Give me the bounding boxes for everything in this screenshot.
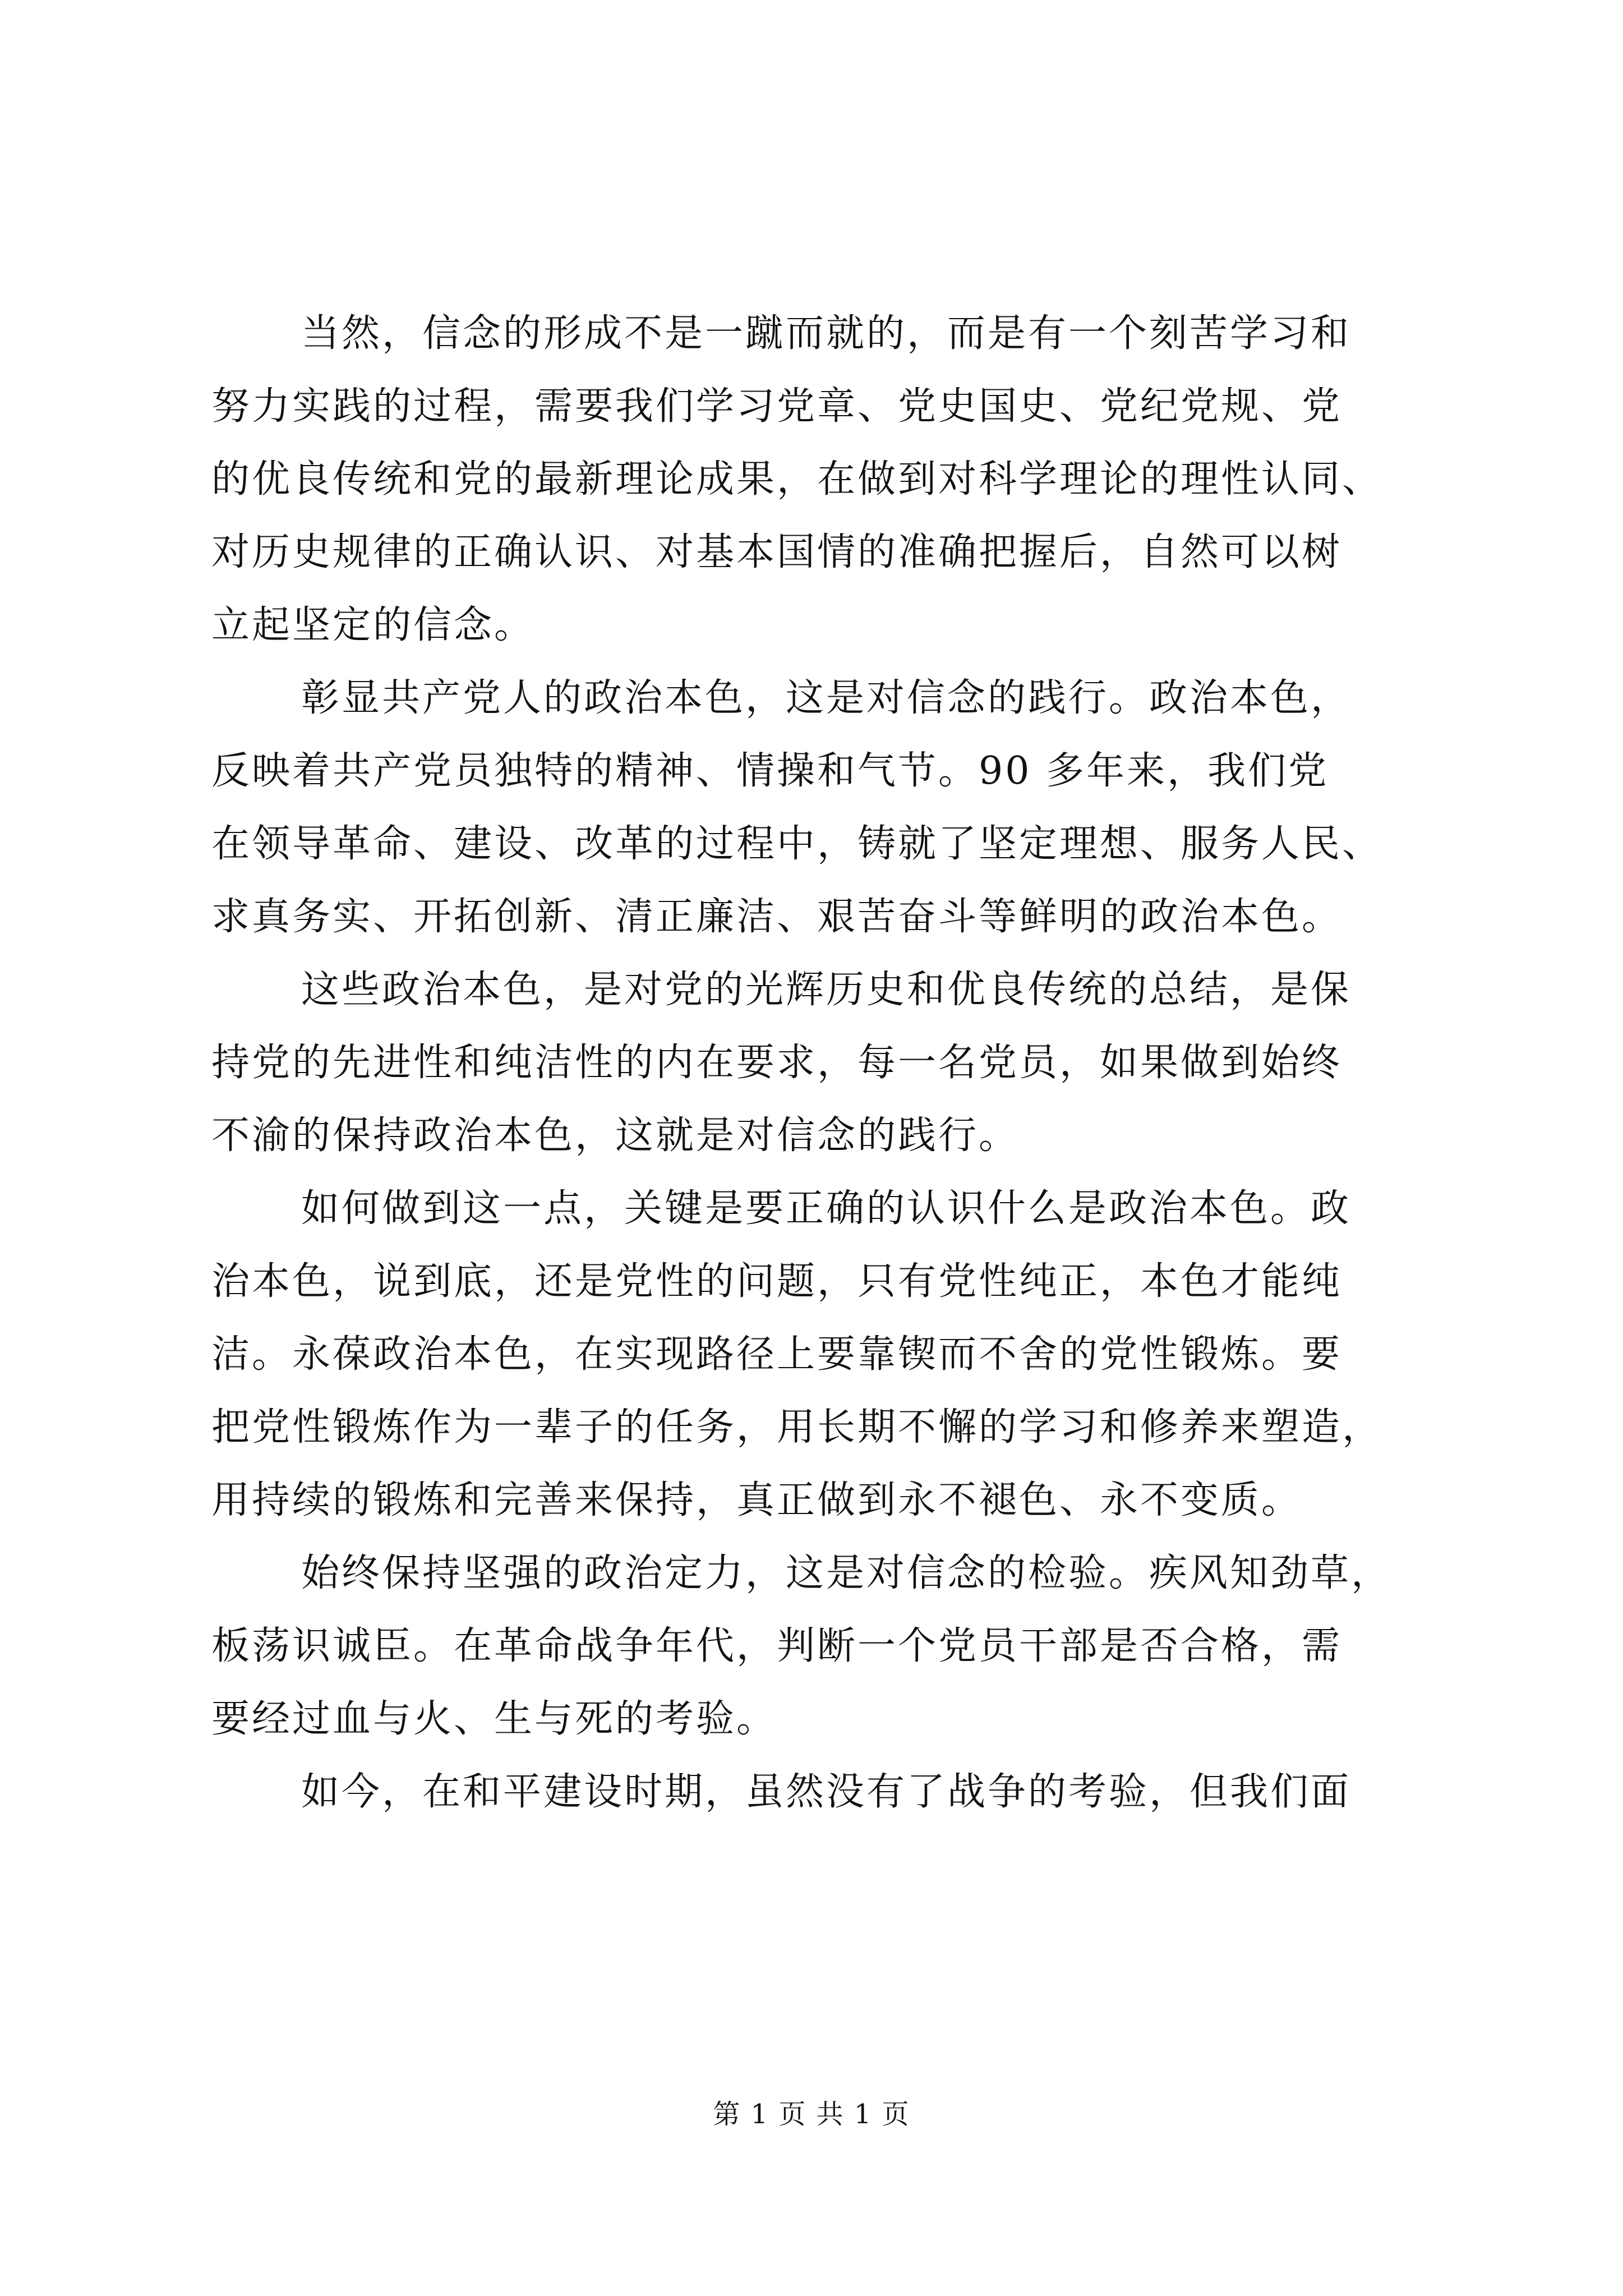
paragraph-line: 立起坚定的信念。 <box>211 603 535 647</box>
paragraph-line: 这些政治本色，是对党的光辉历史和优良传统的总结，是保 <box>301 968 1352 1012</box>
paragraph-line: 洁。永葆政治本色，在实现路径上要靠锲而不舍的党性锻炼。要 <box>211 1332 1343 1377</box>
paragraph-line: 对历史规律的正确认识、对基本国情的准确把握后，自然可以树 <box>211 530 1343 574</box>
paragraph-line: 把党性锻炼作为一辈子的任务，用长期不懈的学习和修养来塑造， <box>211 1405 1383 1450</box>
paragraph-line: 用持续的锻炼和完善来保持，真正做到永不褪色、永不变质。 <box>211 1478 1302 1522</box>
paragraph-line: 彰显共产党人的政治本色，这是对信念的践行。政治本色， <box>301 676 1352 720</box>
paragraph-line: 求真务实、开拓创新、清正廉洁、艰苦奋斗等鲜明的政治本色。 <box>211 895 1343 939</box>
paragraph-line: 板荡识诚臣。在革命战争年代，判断一个党员干部是否合格，需 <box>211 1624 1343 1668</box>
paragraph-line: 不渝的保持政治本色，这就是对信念的践行。 <box>211 1114 1020 1158</box>
paragraph-line: 努力实践的过程，需要我们学习党章、党史国史、党纪党规、党 <box>211 384 1343 429</box>
paragraph-line: 反映着共产党员独特的精神、情操和气节。90 多年来，我们党 <box>211 749 1329 793</box>
paragraph-line: 要经过血与火、生与死的考验。 <box>211 1697 777 1741</box>
paragraph-line: 在领导革命、建设、改革的过程中，铸就了坚定理想、服务人民、 <box>211 822 1383 866</box>
paragraph-line: 治本色，说到底，还是党性的问题，只有党性纯正，本色才能纯 <box>211 1259 1343 1304</box>
paragraph-line: 如何做到这一点，关键是要正确的认识什么是政治本色。政 <box>301 1186 1352 1231</box>
paragraph-line: 持党的先进性和纯洁性的内在要求，每一名党员，如果做到始终 <box>211 1041 1343 1085</box>
paragraph-line: 如今，在和平建设时期，虽然没有了战争的考验，但我们面 <box>301 1770 1352 1814</box>
paragraph-line: 当然，信念的形成不是一蹴而就的，而是有一个刻苦学习和 <box>301 311 1352 356</box>
page-footer: 第 1 页 共 1 页 <box>713 2099 910 2130</box>
paragraph-line: 的优良传统和党的最新理论成果，在做到对科学理论的理性认同、 <box>211 457 1383 501</box>
paragraph-line: 始终保持坚强的政治定力，这是对信念的检验。疾风知劲草， <box>301 1551 1392 1595</box>
